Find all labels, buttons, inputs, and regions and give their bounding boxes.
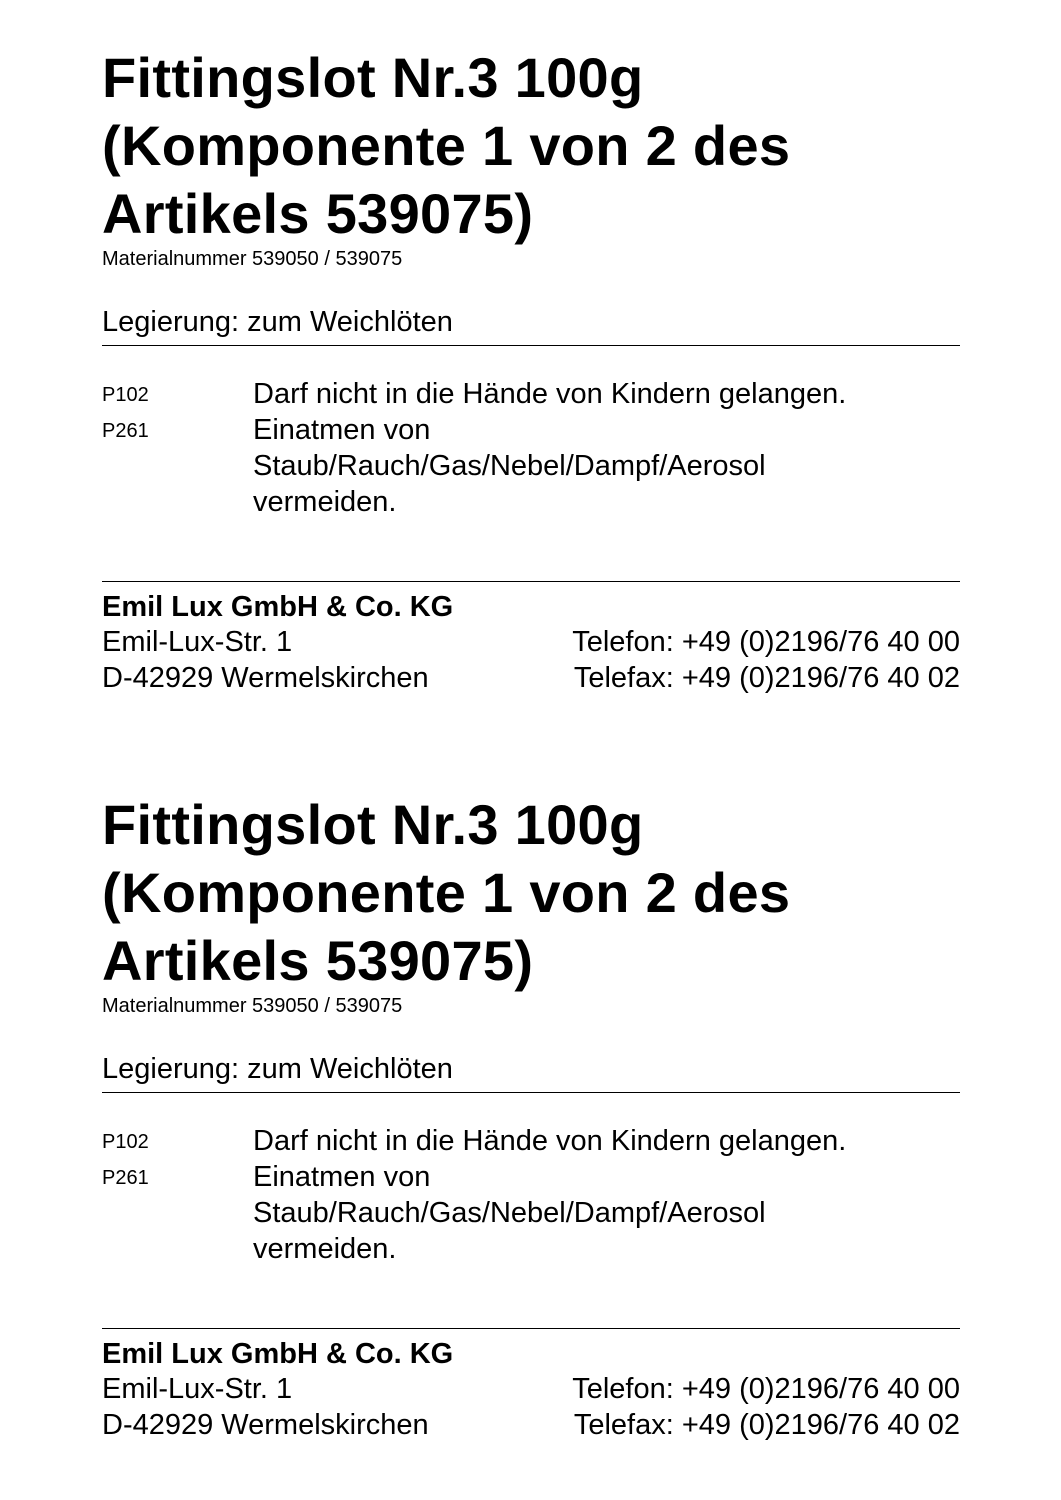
product-label-2 xyxy=(102,747,960,1447)
precaution-text: Einatmen von Staub/Rauch/Gas/Nebel/Dampf/Aerosol vermeiden. xyxy=(253,414,766,518)
divider xyxy=(102,581,960,582)
precaution-text: Darf nicht in die Hände von Kindern gelangen. xyxy=(253,1125,847,1157)
product-title-line: Fittingslot Nr.3 100g xyxy=(102,46,644,109)
company-fax: Telefax: +49 (0)2196/76 40 02 xyxy=(573,662,960,694)
product-title-line: (Komponente 1 von 2 des xyxy=(102,861,791,924)
company-name: Emil Lux GmbH & Co. KG xyxy=(102,1338,454,1370)
divider xyxy=(102,1092,960,1093)
precaution-code: P102 xyxy=(102,1131,149,1153)
precaution-text: Darf nicht in die Hände von Kindern gelangen. xyxy=(253,378,847,410)
company-city: D-42929 Wermelskirchen xyxy=(102,662,429,694)
alloy-info: Legierung: zum Weichlöten xyxy=(102,306,453,338)
precaution-code: P102 xyxy=(102,384,149,406)
product-title xyxy=(102,791,790,995)
company-street: Emil-Lux-Str. 1 xyxy=(102,1373,293,1405)
company-phone: Telefon: +49 (0)2196/76 40 00 xyxy=(572,626,960,658)
material-number: Materialnummer 539050 / 539075 xyxy=(102,995,403,1017)
product-title xyxy=(102,44,790,248)
company-city: D-42929 Wermelskirchen xyxy=(102,1409,429,1441)
precaution-text: Einatmen von Staub/Rauch/Gas/Nebel/Dampf/Aerosol vermeiden. xyxy=(253,1161,766,1265)
product-title-line: Artikels 539075) xyxy=(102,929,534,992)
product-title-line: (Komponente 1 von 2 des xyxy=(102,114,791,177)
alloy-info: Legierung: zum Weichlöten xyxy=(102,1053,453,1085)
company-fax: Telefax: +49 (0)2196/76 40 02 xyxy=(573,1409,960,1441)
divider xyxy=(102,1328,960,1329)
company-name: Emil Lux GmbH & Co. KG xyxy=(102,591,454,623)
product-title-line: Artikels 539075) xyxy=(102,182,534,245)
precaution-code: P261 xyxy=(102,1167,149,1189)
product-label-1 xyxy=(102,0,960,700)
company-street: Emil-Lux-Str. 1 xyxy=(102,626,293,658)
precaution-code: P261 xyxy=(102,420,149,442)
divider xyxy=(102,345,960,346)
product-title-line: Fittingslot Nr.3 100g xyxy=(102,793,644,856)
company-phone: Telefon: +49 (0)2196/76 40 00 xyxy=(572,1373,960,1405)
material-number: Materialnummer 539050 / 539075 xyxy=(102,248,403,270)
